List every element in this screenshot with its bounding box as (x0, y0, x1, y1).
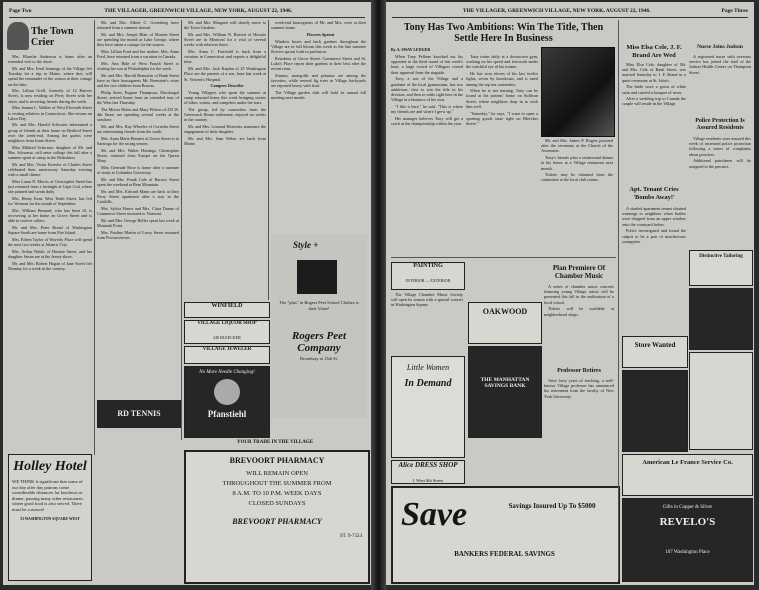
painting-subtitle: INTERIOR — EXTERIOR (405, 278, 451, 283)
rogers-tagline: The "plus" in Rogers Peet School Clothes is their Value! (279, 300, 359, 311)
tony-photo (541, 47, 615, 137)
professor-headline: Professor Retires (557, 368, 601, 374)
left-page-number: Page Two (9, 8, 32, 14)
holley-logo: Holley Hotel (13, 459, 87, 474)
right-column-2: Tony trains daily at a downtown gym, working on his speed and footwork under the watchful eye of his trainer. He has won eleven of his last twelve fights, seven by knockouts, and is rated among the top ten contenders. When he is not training, Tony can be found at his parents' home on Sullivan Street, where neighbors drop in to wish him well. "Someday," he says, "I want to open a sporting goods store right on Bleecker Street." (466, 54, 538, 126)
village-liquor-title: VILLAGE LIQUOR SHOP (197, 321, 257, 326)
town-crier-title: The Town Crier (31, 26, 74, 48)
col1-lead: Mrs. Blanche Anderson is home after an extended visit to the shore. (8, 54, 92, 65)
oakwood-title: OAKWOOD (482, 307, 528, 316)
brevoort-phone: ST. 9-7324 (339, 534, 362, 539)
col2-lead: Mr. and Mrs. Albert C. Greenberg have returned from a summer abroad. (97, 20, 179, 31)
town-crier-figure-icon (7, 22, 29, 50)
left-column-3: Mr. and Mrs. Margaret will shortly move to the Town Gardens. Mr. and Mrs. William N. Bossert of Horatio Street are in Montreal for a visit of several weeks with relatives there. Mrs. Anna C. Fairchild is back from a vacation in Connecticut and reports a delightful time. Mr. and Mrs. Jack Kaplan of 25 Washington Place are the parents of a son, born last week at St. Vincent's Hospital. Campers Describe Young Villagers who spent the summer at camp returned home this week bringing stories of hikes, swims, and campfires under the stars. The group, led by counselors from the Greenwich House settlement, enjoyed six weeks in the country. Mr. and Mrs. Leonard Horowitz announce the engagement of their daughter. Mr. and Mrs. Sam Weber are back from Maine. (184, 20, 266, 147)
chamber-column: A series of chamber music concerts featuring young Village artists will be presented this fall in the auditorium of a local school. Tickets will be available at neighborhood shops. (544, 284, 614, 317)
little-women-title: Little Women (406, 363, 450, 372)
msb-title: THE MANHATTAN SAVINGS BANK (480, 377, 530, 389)
left-page (3, 2, 371, 585)
police-headline: Police Protection Is Assured Residents (695, 118, 745, 131)
gifts-title: Gifts in Copper & Silver (662, 505, 713, 510)
apt-column: A startled apartment tenant shouted warnings to neighbors when bottles were dropped from an upper window onto the courtyard below. Police investigated and found the culprit to be a pair of mischievous youngsters. (622, 206, 686, 244)
tony-headline: Tony Has Two Ambitions: Win The Title, Then Settle Here In Business (403, 22, 604, 44)
brevoort-logo: BREVOORT PHARMACY (232, 517, 322, 526)
in-demand-title: In Demand (404, 378, 452, 389)
winfield-ad (184, 302, 270, 318)
left-column-1: Mrs. Blanche Anderson is home after an extended visit to the shore. Mr. and Mrs. Emil Jennings of the Village left Tuesday for a trip to Maine, where they will spend the remainder of the season at their cottage on the lake. Mrs. Lillian Groll, formerly of 12 Barrow Street, is now residing on Perry Street with her sister, and is receiving friends during the week. Miss Joanna L. Walker of West Eleventh Street is visiting relatives in Connecticut. She returns on Labor Day. Mr. and Mrs. Harold Schwartz entertained a group of friends at their home on Bedford Street over the week-end. Among the guests were neighbors from Jones Street. Miss Mildred Schwartz, daughter of Mr. and Mrs. Schwartz, will enter college this fall after a summer spent at camp in the Berkshires. Mr. and Mrs. Victor Kriesler of Charles Street celebrated their anniversary Saturday evening with a small dinner. Miss Laura N. Morris of Christopher Street has just returned from a fortnight at Cape Cod, where she painted and swam daily. Mrs. Henry Kent, West Tenth Street, has left for Vermont for the month of September. Mrs. William Bernard, who has been ill, is recovering at her home on Grove Street and is able to receive callers. Mr. and Mrs. Peter Brand of Washington Square South are home from Fire Island. Mrs. Eileen Taylor of Waverly Place will spend the next two weeks at Atlantic City. Mrs. Arthur Walsh, of Horatio Street, and her daughter Susan are at the Jersey shore. Mr. and Mrs. Robert Hogan of Jane Street left Monday for a week in the country. (8, 54, 92, 272)
american-le-france-ad (622, 454, 753, 496)
brevoort-line-4: CLOSED SUNDAYS (248, 500, 306, 507)
flowers-heading: Flowers Sprout (306, 31, 335, 37)
revelos-address: 107 Washington Place (665, 550, 710, 555)
dark-ad-left (622, 370, 688, 452)
village-jeweler-ad (184, 346, 270, 364)
left-column-4: week-end houseguests of Mr. and Mrs. were at their summer home. Flowers Sprout Window boxes and back gardens throughout the Village are in full bloom this week as the late summer flowers sprout forth in profusion. Residents of Grove Street, Commerce Street and St. Luke's Place report their gardens at their best after the recent rains. Zinnias, marigolds and petunias are among the favorites, while several fig trees in Village backyards are reported heavy with fruit. The Village garden club will hold its annual fall meeting next month. (271, 20, 366, 101)
dark-ad-right (689, 288, 753, 350)
tailoring-title: Distinctive Tailoring (699, 254, 743, 259)
needle-tagline: No More Needle Changing! (199, 370, 255, 375)
needle-icon (214, 379, 240, 405)
store-wanted-ad (622, 336, 688, 368)
village-liquor-ad (184, 320, 270, 344)
binding-gutter (371, 0, 386, 590)
rogers-style-text: Style + (293, 240, 319, 250)
right-folio (392, 5, 748, 18)
campers-heading: Campers Describe (210, 83, 244, 89)
bankers-federal-ad (391, 486, 620, 584)
right-column-3: Mr. and Mrs. James P. Rogers pictured after the ceremony at the Church of the Ascension. Tony's friends plan a testimonial dinner in his honor at a Village restaurant next month. Tickets may be obtained from the committee at the local club rooms. (541, 138, 613, 183)
blackboard-icon (297, 260, 337, 294)
trade-banner: YOUR TRADE IN THE VILLAGE (236, 440, 314, 445)
rogers-logo: Rogers Peet Company (291, 330, 347, 354)
brevoort-title: BREVOORT PHARMACY (229, 456, 325, 465)
american-title: American Le France Service Co. (642, 459, 733, 466)
col3-lead: Mr. and Mrs. Margaret will shortly move to the Town Gardens. (184, 20, 266, 31)
nurse-column: A registered nurse with overseas service has joined the staff of the Judson Health Center on Thompson Street. (689, 54, 751, 75)
misc-ad (689, 352, 753, 450)
village-liquor-address: 249 BLEECKER (213, 335, 241, 340)
tennis-title: RD TENNIS (117, 409, 161, 418)
right-page-number: Page Three (721, 8, 748, 14)
holley-note: WE THINK it significant that some of our day after day patrons come considerable distances for luncheon or dinner, passing many other restaurants where good food is also served. There must be a reason! (12, 479, 83, 512)
brevoort-line-1: WILL REMAIN OPEN (246, 470, 308, 477)
savings-insured: Savings Insured Up To $5000 (508, 502, 596, 510)
rogers-peet-ad (271, 234, 367, 418)
professor-column: After forty years of teaching, a well-known Village professor has announced his retirement from the faculty of New York University. (544, 378, 614, 399)
brevoort-line-3: 8 A.M. TO 10 P.M. WEEK DAYS (232, 490, 322, 497)
alice-address: 1 West 8th Street (412, 478, 444, 483)
nurse-headline: Nurse Joins Judson (697, 44, 743, 50)
holley-hotel-ad (8, 454, 92, 581)
village-jeweler-title: VILLAGE JEWELER (202, 347, 252, 352)
right-column-1b: The Village Chamber Music Society will open its season with a special concert in Washington Square. (391, 292, 463, 308)
revelos-title: REVELO'S (659, 516, 716, 528)
pfanstiehl-logo: Pfanstiehl (207, 409, 247, 419)
store-wanted-title: Store Wanted (634, 341, 676, 349)
tony-byline: By A. SWAY LEDGER (391, 47, 431, 52)
left-column-2: Mr. and Mrs. Albert C. Greenberg have returned from a summer abroad. Mr. and Mrs. Joseph Blair of Morton Street are spending the month at Lake George, where they have taken a cottage for the season. Miss Lillian Ford and her mother, Mrs. Anna Ford, have returned from a vacation in Canada. Mrs. Ann Hale of West Fourth Street is visiting her son in Philadelphia for the week. Mr. and Mrs. Harold Bernstein of Bank Street have as their houseguests Mr. Bernstein's sister and her two children from Boston. Philip Stein, Eugene Thompson, Macdougal Street, arrived home from an extended tour of the West last Thursday. The Misses Helen and Mary Wilson of 235 W. 4th Street are spending several weeks at the seashore. Mr. and Mrs. Ray Wheeler of Cornelia Street are entertaining friends from the south. Mrs. Anna Marie Bennett of Grove Street is in Saratoga for the racing season. Mr. and Mrs. Walter Hastings, Christopher Street, returned from Europe on the Queen Mary. Miss Gertrude Rose is home after a summer of study at Columbia University. Mr. and Mrs. Frank Cole of Barrow Street spent the weekend at Bear Mountain. Mr. and Mrs. Edward Mann are back at their Perry Street apartment after a stay in the Catskills. Mrs. Sylvia Harris and Mrs. Clara Dunne of Commerce Street motored to Vermont. Mr. and Mrs. George Heller spent last week at Montauk Point. Mrs. Pauline Martin of Leroy Street returned from Provincetown. (97, 20, 179, 241)
right-page (386, 2, 754, 585)
alice-title: Alice DRESS SHOP (398, 461, 458, 469)
police-column: Village residents were assured this week of increased police protection following a series of complaints about prowlers. Additional patrolmen will be assigned to the precinct. (689, 136, 751, 169)
col4-lead: week-end houseguests of Mr. and Mrs. were at their summer home. (271, 20, 366, 31)
revelos-ad (622, 498, 753, 582)
rogers-address: Broadway at 13th St. (300, 356, 338, 361)
elsa-headline: Miss Elsa Cele, J. F. Brand Are Wed (626, 44, 682, 59)
elsa-column: Miss Elsa Cele, daughter of Mr. and Mrs. Cele of Bank Street, was married Saturday to J. F. Brand in a quiet ceremony at St. John's. The bride wore a gown of white satin and carried a bouquet of roses. After a wedding trip to Canada the couple will reside in the Village. (622, 62, 686, 107)
oakwood-ad (468, 302, 542, 344)
little-women-ad (391, 356, 465, 458)
winfield-title: WINFIELD (211, 303, 243, 309)
right-column-1: When Tony Pellone knocked out his opponent in the third round of last week's bout, a large crowd of Villagers roared their approval from the ringside. Tony, a son of the Village and a graduate of the local gymnasium, has two ambitions: first to win the title in his division, and then to settle right here in the Village in a business of his own. "I like it here," he said. "This is where my friends are and where I grew up." His manager believes Tony will get a crack at the championship within the year. (391, 54, 463, 126)
chamber-headline: Plan Premiere Of Chamber Music (552, 264, 606, 280)
tennis-ad (97, 400, 181, 428)
painting-title: PAINTING (413, 263, 443, 269)
left-paper-line: THE VILLAGER, GREENWICH VILLAGE, NEW YORK, AUGUST 22, 1946. (104, 8, 293, 14)
brevoort-pharmacy-ad (184, 450, 370, 584)
tailoring-ad (689, 250, 753, 286)
bankers-title: BANKERS FEDERAL SAVINGS (454, 550, 555, 558)
right-paper-line: THE VILLAGER, GREENWICH VILLAGE, NEW YORK, AUGUST 22, 1946. (462, 8, 651, 14)
alice-dress-shop-ad (391, 460, 465, 484)
painting-ad (391, 262, 465, 290)
apt-headline: Apt. Tenant Cries 'Bombs Away!' (629, 186, 679, 201)
manhattan-savings-ad (468, 346, 542, 438)
left-folio (9, 5, 365, 18)
pfanstiehl-ad (184, 366, 270, 438)
save-title: Save (401, 496, 468, 533)
brevoort-line-2: THROUGHOUT THE SUMMER FROM (222, 480, 332, 487)
holley-address: 33 WASHINGTON SQUARE WEST (20, 516, 80, 521)
